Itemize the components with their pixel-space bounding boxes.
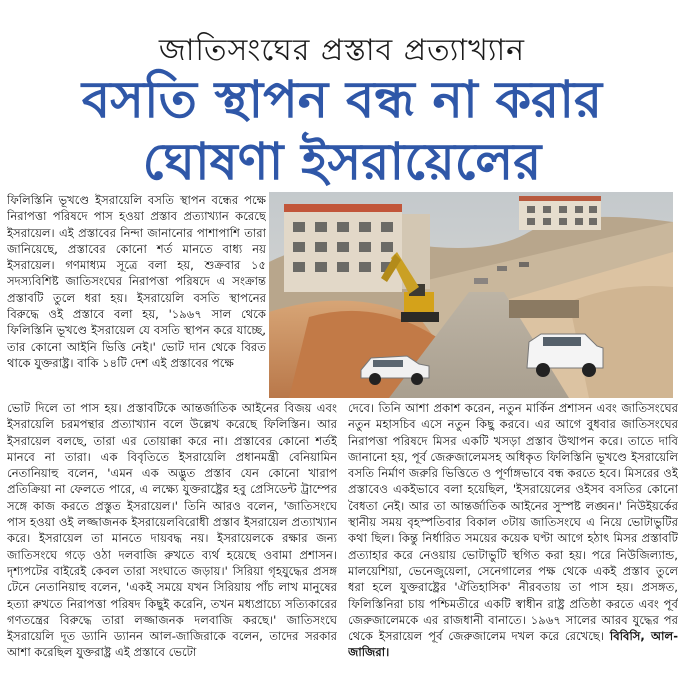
article-column-b [7, 400, 337, 690]
body-text-c [348, 400, 678, 661]
source-credit: বিবিসি, আল-জাজিরা। [348, 629, 678, 660]
article-column-c [348, 400, 678, 690]
apartment-building-right [519, 196, 601, 230]
article-column-a [7, 192, 266, 398]
headline-line-1: বসতি স্থাপন বন্ধ না করার [81, 71, 603, 130]
article-headline [0, 70, 684, 194]
body-text-b: ভোট দিলে তা পাস হয়। প্রস্তাবটিকে আন্তর্জাতিক আইনের বিজয় এবং ইসরায়েলি চরমপন্থার প্রত্যাখ্যান বলে উল্লেখ করেছে ফিলিস্তিন। আর ইসরায়েল বলছে, তারা এর তোয়াক্কা করে না। প্রস্তাবের কোনো শর্তই মানবে না তারা। এক বিবৃতিতে ইসরায়েলি প্রধানমন্ত্রী বেনিয়ামিন নেতানিয়াহু বলেন, 'এমন এক অদ্ভুত প্রস্তাব যেন কোনো খারাপ প্রতিক্রিয়া না ফেলতে পারে, এ লক্ষ্যে যুক্তরাষ্ট্রের হবু প্রেসিডেন্ট ট্রাম্পের সঙ্গে কাজ করতে প্রস্তুত ইসরায়েল।' তিনি আরও বলেন, 'জাতিসংঘে পাস হওয়া ওই লজ্জাজনক ইসরায়েলবিরোধী প্রস্তাব ইসরায়েল প্রত্যাখ্যান করে। ইসরায়েল তা মানতে দায়বদ্ধ নয়। ইসরায়েলকে রক্ষার জন্য জাতিসংঘে গড়ে ওঠা দলবাজি রুখতে ব্যর্থ হয়েছে ওবামা প্রশাসন। দৃশ্যপটের বাইরেই কেবল তারা সংঘাতে জড়ায়।' সিরিয়া গৃহযুদ্ধের প্রসঙ্গ টেনে নেতানিয়াহু বলেন, 'একই সময়ে যখন সিরিয়ায় পাঁচ লাখ মানুষের হত্যা রুখতে নিরাপত্তা পরিষদ কিছুই করেনি, তখন মধ্যপ্রাচ্যে সত্যিকারের গণতন্ত্রের বিরুদ্ধে তারা লজ্জাজনক দলবাজি করছে।' জাতিসংঘে ইসরায়েলি দূত ড্যানি ড্যানন আল-জাজিরাকে বলেন, তাদের সরকার আশা করেছিল যুক্তরাষ্ট্র এই প্রস্তাবে ভেটো [7, 401, 337, 660]
body-text-c-main: দেবে। তিনি আশা প্রকাশ করেন, নতুন মার্কিন প্রশাসন এবং জাতিসংঘের নতুন মহাসচিব এসে নতুন কিছু করবে। এর আগে বুধবার জাতিসংঘের নিরাপত্তা পরিষদে মিসর একটি খসড়া প্রস্তাব উত্থাপন করে। তাতে দাবি জানানো হয়, পূর্ব জেরুজালেমসহ অধিকৃত ফিলিস্তিনি ভূখণ্ডে ইসরায়েলি বসতি নির্মাণ জরুরি ভিত্তিতে ও পূর্ণাঙ্গভাবে বন্ধ করতে হবে। মিসরের ওই প্রস্তাবেও একইভাবে বলা হয়েছিল, 'ইসরায়েলের ওইসব বসতির কোনো বৈধতা নেই। আর তা আন্তর্জাতিক আইনের সুস্পষ্ট লঙ্ঘন।' নিউইয়র্কের স্থানীয় সময় বৃহস্পতিবার বিকাল ৩টায় জাতিসংঘে এ নিয়ে ভোটাভুটির কথা ছিল। কিন্তু নির্ধারিত সময়ের কয়েক ঘণ্টা আগে হঠাৎ মিসর প্রস্তাবটি প্রত্যাহার করে নেওয়ায় ভোটাভুটি স্থগিত করা হয়। পরে নিউজিল্যান্ড, মালয়েশিয়া, ভেনেজুয়েলা, সেনেগালের পক্ষ থেকে একই প্রস্তাব তুলে ধরা হলে যুক্তরাষ্ট্রের 'ঐতিহাসিক' নীরবতায় তা পাস হয়। প্রসঙ্গত, ফিলিস্তিনিরা চায় পশ্চিমতীরে একটি স্বাধীন রাষ্ট্র প্রতিষ্ঠা করতে এবং পূর্ব জেরুজালেমকে এর রাজধানী বানাতে। ১৯৬৭ সালের আরব যুদ্ধের পর থেকে ইসরায়েল পূর্ব জেরুজালেম দখল করে রেখেছে। [348, 401, 678, 644]
article-photo [269, 192, 673, 398]
headline-line-2: ঘোষণা ইসরায়েলের [142, 133, 542, 192]
body-text-a: ফিলিস্তিনি ভূখণ্ডে ইসরায়েলি বসতি স্থাপন বন্ধের পক্ষে নিরাপত্তা পরিষদে পাস হওয়া প্রস্তাব প্রত্যাখ্যান করেছে ইসরায়েল। এই প্রস্তাবের নিন্দা জানানোর পাশাপাশি তারা জানিয়েছে, প্রস্তাবের কোনো শর্ত মানতে বাধ্য নয় ইসরায়েল। গণমাধ্যম সূত্রে বলা হয়, শুক্রবার ১৫ সদস্যবিশিষ্ট জাতিসংঘের নিরাপত্তা পরিষদে এ সংক্রান্ত প্রস্তাবটি তুলে ধরা হয়। ইসরায়েলি বসতি স্থাপনের বিরুদ্ধে ওই প্রস্তাবে বলা হয়, '১৯৬৭ সাল থেকে ফিলিস্তিনি ভূখণ্ডে ইসরায়েল যে বসতি স্থাপন করে যাচ্ছে, তার কোনো আইনি ভিত্তি নেই।' ভোট দান থেকে বিরত থাকে যুক্তরাষ্ট্র। বাকি ১৪টি দেশ এই প্রস্তাবের পক্ষে [7, 193, 266, 370]
article-kicker: জাতিসংঘের প্রস্তাব প্রত্যাখ্যান [158, 33, 526, 68]
construction-site-photo [269, 192, 673, 398]
